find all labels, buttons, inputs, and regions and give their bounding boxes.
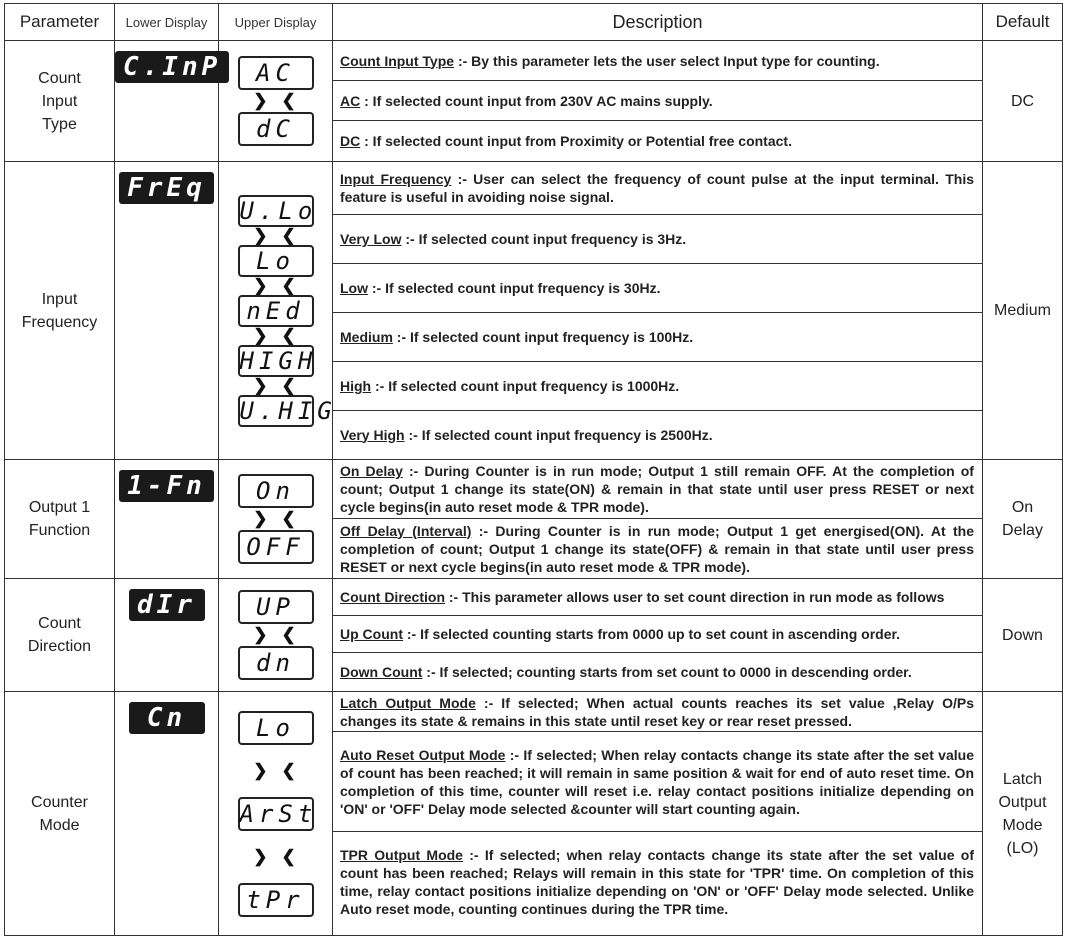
header-description: Description — [333, 4, 983, 41]
lower-display: dIr — [129, 589, 205, 621]
upper-display-option: tPr — [238, 883, 314, 917]
upper-display-cell — [219, 41, 333, 162]
row-output-1-function — [5, 460, 1063, 579]
upper-display-option: U.HIG — [239, 396, 337, 425]
desc-item: Input Frequency :- User can select the frequency of count pulse at the input terminal. This feature is useful in avoiding noise signal. — [333, 162, 982, 215]
lower-display: C.InP — [115, 51, 229, 83]
desc-item: Medium :- If selected count input frequency is 100Hz. — [333, 313, 982, 362]
lower-display: 1-Fn — [119, 470, 214, 502]
up-down-arrows-icon: ❯❮ — [253, 375, 310, 395]
header-row — [5, 4, 1063, 41]
param-name: Output 1 Function — [5, 460, 115, 579]
desc-item: Very Low :- If selected count input frequency is 3Hz. — [333, 215, 982, 264]
param-name: Counter Mode — [5, 692, 115, 936]
up-down-arrows-icon: ❯❮ — [253, 91, 310, 110]
up-down-arrows-icon: ❯❮ — [253, 225, 310, 245]
upper-display-option: AC — [238, 56, 314, 90]
desc-item: Low :- If selected count input frequency is 30Hz. — [333, 264, 982, 313]
upper-display-cell — [219, 460, 333, 579]
upper-display-option: Lo — [238, 245, 314, 277]
row-count-input-type — [5, 41, 1063, 162]
header-upper-display: Upper Display — [219, 4, 333, 41]
param-name: Count Direction — [5, 579, 115, 692]
upper-display-option: dn — [238, 646, 314, 680]
desc-item: Up Count :- If selected counting starts from 0000 up to set count in ascending order. — [333, 616, 982, 653]
upper-display-option: OFF — [238, 530, 314, 564]
param-name: Count Input Type — [5, 41, 115, 162]
row-input-frequency — [5, 162, 1063, 460]
desc-item: Down Count :- If selected; counting starts from set count to 0000 in descending order. — [340, 664, 912, 680]
default-value: Medium — [983, 162, 1063, 460]
upper-display-cell — [219, 162, 337, 460]
description-cell — [333, 692, 983, 936]
lower-display-cell — [115, 460, 219, 579]
desc-item: Auto Reset Output Mode :- If selected; When relay contacts change its state after the set value of count has been reached; it will remain in same position & wait for end of auto reset time. On completion of this time, counter will reset i.e. relay contact positions initialize depending on 'ON' or 'OFF' Delay mode selected &counter will start counting again. — [333, 732, 982, 832]
up-down-arrows-icon: ❯❮ — [253, 625, 310, 644]
upper-display-option: ArSt — [238, 797, 314, 831]
desc-item: TPR Output Mode :- If selected; when relay contacts change its state after the set value of count has been reached; Relays will remain in this state for 'TPR' time. On completion of this time, relay contact positions initialize depending on 'ON' or 'OFF' Delay mode selected. Unlike Auto reset mode, counting continues during the TPR time. — [340, 847, 975, 917]
parameter-table — [4, 3, 1063, 936]
upper-display-option: Lo — [238, 711, 314, 745]
up-down-arrows-icon: ❯❮ — [253, 325, 310, 345]
desc-item: Latch Output Mode :- If selected; When actual counts reaches its set value ,Relay O/Ps changes its state & remains in this state until reset key or rear reset pressed. — [333, 692, 982, 732]
up-down-arrows-icon: ❯❮ — [253, 760, 310, 780]
row-count-direction — [5, 579, 1063, 692]
upper-display-option: U.Lo — [239, 196, 318, 225]
default-value: Down — [983, 579, 1063, 692]
description-cell — [333, 460, 983, 579]
lower-display: FrEq — [119, 172, 214, 204]
description-cell — [333, 41, 983, 162]
desc-item: Count Input Type :- By this parameter lets the user select Input type for counting. — [333, 41, 982, 81]
upper-display-option: HIGH — [239, 346, 318, 375]
default-value: On Delay — [983, 460, 1063, 579]
up-down-arrows-icon: ❯❮ — [253, 846, 310, 866]
desc-item: Off Delay (Interval) :- During Counter is in run mode; Output 1 get energised(ON). At the completion of count; Output 1 change its state(OFF) & remain in that state until user press RESET or next cycle begins(in auto reset mode & TPR mode). — [340, 522, 974, 575]
description-cell — [333, 579, 983, 692]
upper-display-option: On — [238, 474, 314, 508]
desc-item: Very High :- If selected count input frequency is 2500Hz. — [340, 426, 713, 443]
upper-display-option: nEd — [238, 295, 314, 327]
default-value: DC — [983, 41, 1063, 162]
desc-item: High :- If selected count input frequency is 1000Hz. — [333, 362, 982, 411]
lower-display-cell — [115, 162, 219, 460]
header-lower-display: Lower Display — [115, 4, 219, 41]
up-down-arrows-icon: ❯❮ — [253, 509, 310, 528]
param-name: Input Frequency — [5, 162, 115, 460]
header-default: Default — [983, 4, 1063, 41]
up-down-arrows-icon: ❯❮ — [253, 275, 310, 295]
upper-display-cell — [219, 692, 333, 936]
upper-display-cell — [219, 579, 333, 692]
upper-display-option: UP — [238, 590, 314, 624]
default-value: Latch Output Mode (LO) — [983, 692, 1063, 936]
lower-display: Cn — [129, 702, 205, 734]
desc-item: Count Direction :- This parameter allows user to set count direction in run mode as follows — [333, 579, 982, 616]
description-cell — [333, 162, 983, 460]
header-parameter: Parameter — [5, 4, 115, 41]
desc-item: AC : If selected count input from 230V AC mains supply. — [333, 81, 982, 121]
row-counter-mode — [5, 692, 1063, 936]
desc-item: DC : If selected count input from Proximity or Potential free contact. — [340, 133, 792, 149]
lower-display-cell — [115, 692, 219, 936]
desc-item: On Delay :- During Counter is in run mode; Output 1 still remain OFF. At the completion of count; Output 1 change its state(ON) & remain in that state until user press RESET or next cycle begins(in auto reset mode & TPR mode). — [333, 460, 982, 519]
upper-display-option: dC — [238, 112, 314, 146]
lower-display-cell — [115, 41, 222, 162]
lower-display-cell — [115, 579, 219, 692]
